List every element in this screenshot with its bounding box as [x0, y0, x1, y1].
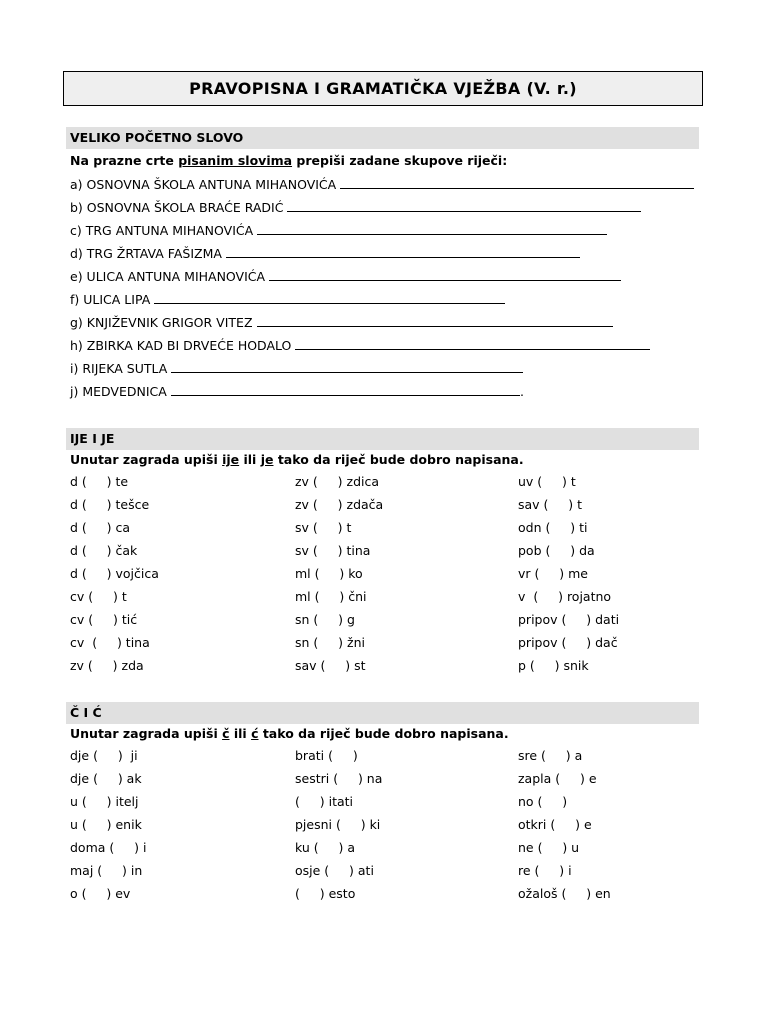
fill-in-word[interactable]: maj ( ) in	[70, 863, 143, 878]
exercise-prompt: c) TRG ANTUNA MIHANOVIĆA	[70, 223, 254, 238]
fill-in-word[interactable]: zv ( ) zdica	[295, 474, 380, 489]
fill-in-word[interactable]: sav ( ) t	[518, 497, 583, 512]
answer-blank-line[interactable]	[257, 314, 613, 327]
answer-blank-line[interactable]	[257, 222, 607, 235]
fill-in-word[interactable]: zv ( ) zda	[70, 658, 144, 673]
fill-in-word[interactable]: ožaloš ( ) en	[518, 886, 611, 901]
exercise-prompt: e) ULICA ANTUNA MIHANOVIĆA	[70, 269, 266, 284]
worksheet-title-box	[63, 71, 703, 106]
fill-in-word[interactable]: dje ( ) ji	[70, 748, 138, 763]
fill-in-word[interactable]: sav ( ) st	[295, 658, 366, 673]
answer-blank-line[interactable]	[295, 337, 650, 350]
fill-in-word[interactable]: u ( ) enik	[70, 817, 142, 832]
fill-in-word[interactable]: pripov ( ) dati	[518, 612, 620, 627]
answer-blank-line[interactable]	[340, 176, 694, 189]
copy-exercise-line	[70, 199, 641, 215]
exercise-prompt: g) KNJIŽEVNIK GRIGOR VITEZ	[70, 315, 253, 330]
copy-exercise-line	[70, 268, 621, 284]
fill-in-word[interactable]: d ( ) tešce	[70, 497, 150, 512]
copy-exercise-line	[70, 176, 694, 192]
fill-in-word[interactable]: ( ) esto	[295, 886, 356, 901]
fill-in-word[interactable]: no ( )	[518, 794, 568, 809]
fill-in-word[interactable]: osje ( ) ati	[295, 863, 374, 878]
fill-in-word[interactable]: ne ( ) u	[518, 840, 580, 855]
line-end-mark: .	[520, 384, 524, 399]
copy-exercise-line	[70, 360, 523, 376]
exercise-prompt: a) OSNOVNA ŠKOLA ANTUNA MIHANOVIĆA	[70, 177, 337, 192]
fill-in-word[interactable]: otkri ( ) e	[518, 817, 592, 832]
exercise-prompt: j) MEDVEDNICA	[70, 384, 167, 399]
fill-in-word[interactable]: sv ( ) tina	[295, 543, 371, 558]
fill-in-word[interactable]: d ( ) ca	[70, 520, 131, 535]
fill-in-word[interactable]: zapla ( ) e	[518, 771, 597, 786]
answer-blank-line[interactable]	[171, 383, 520, 396]
answer-blank-line[interactable]	[154, 291, 505, 304]
section1-instruction: Na prazne crte pisanim slovima prepiši zadane skupove riječi:	[70, 153, 508, 168]
fill-in-word[interactable]: zv ( ) zdača	[295, 497, 384, 512]
fill-in-word[interactable]: cv ( ) tina	[70, 635, 150, 650]
exercise-prompt: b) OSNOVNA ŠKOLA BRAĆE RADIĆ	[70, 200, 284, 215]
fill-in-word[interactable]: p ( ) snik	[518, 658, 589, 673]
section2-instruction: Unutar zagrada upiši ije ili je tako da riječ bude dobro napisana.	[70, 452, 524, 467]
fill-in-word[interactable]: v ( ) rojatno	[518, 589, 612, 604]
fill-in-word[interactable]: vr ( ) me	[518, 566, 588, 581]
answer-blank-line[interactable]	[226, 245, 580, 258]
fill-in-word[interactable]: pjesni ( ) ki	[295, 817, 381, 832]
fill-in-word[interactable]: uv ( ) t	[518, 474, 576, 489]
section-heading-ije-je: IJE I JE	[66, 428, 699, 450]
copy-exercise-line	[70, 291, 505, 307]
fill-in-word[interactable]: sn ( ) g	[295, 612, 355, 627]
fill-in-word[interactable]: ku ( ) a	[295, 840, 356, 855]
fill-in-word[interactable]: re ( ) i	[518, 863, 572, 878]
fill-in-word[interactable]: sn ( ) žni	[295, 635, 365, 650]
fill-in-word[interactable]: sv ( ) t	[295, 520, 352, 535]
fill-in-word[interactable]: d ( ) čak	[70, 543, 138, 558]
fill-in-word[interactable]: ml ( ) ko	[295, 566, 363, 581]
fill-in-word[interactable]: odn ( ) ti	[518, 520, 588, 535]
copy-exercise-line	[70, 337, 650, 353]
exercise-prompt: f) ULICA LIPA	[70, 292, 151, 307]
section3-instruction: Unutar zagrada upiši č ili ć tako da riječ bude dobro napisana.	[70, 726, 509, 741]
copy-exercise-line	[70, 383, 524, 399]
fill-in-word[interactable]: ( ) itati	[295, 794, 354, 809]
fill-in-word[interactable]: pripov ( ) dač	[518, 635, 618, 650]
fill-in-word[interactable]: pob ( ) da	[518, 543, 595, 558]
fill-in-word[interactable]: u ( ) itelj	[70, 794, 139, 809]
fill-in-word[interactable]: cv ( ) t	[70, 589, 127, 604]
answer-blank-line[interactable]	[287, 199, 641, 212]
section-heading-capital-letters: VELIKO POČETNO SLOVO	[66, 127, 699, 149]
exercise-prompt: d) TRG ŽRTAVA FAŠIZMA	[70, 246, 222, 261]
section-heading-c-c: Č I Ć	[66, 702, 699, 724]
answer-blank-line[interactable]	[269, 268, 621, 281]
fill-in-word[interactable]: ml ( ) čni	[295, 589, 367, 604]
fill-in-word[interactable]: d ( ) vojčica	[70, 566, 159, 581]
fill-in-word[interactable]: brati ( )	[295, 748, 358, 763]
copy-exercise-line	[70, 245, 580, 261]
fill-in-word[interactable]: cv ( ) tić	[70, 612, 138, 627]
worksheet-title: PRAVOPISNA I GRAMATIČKA VJEŽBA (V. r.)	[189, 79, 577, 98]
fill-in-word[interactable]: dje ( ) ak	[70, 771, 142, 786]
copy-exercise-line	[70, 314, 613, 330]
answer-blank-line[interactable]	[171, 360, 523, 373]
fill-in-word[interactable]: d ( ) te	[70, 474, 129, 489]
fill-in-word[interactable]: o ( ) ev	[70, 886, 131, 901]
fill-in-word[interactable]: sestri ( ) na	[295, 771, 383, 786]
copy-exercise-line	[70, 222, 607, 238]
exercise-prompt: i) RIJEKA SUTLA	[70, 361, 168, 376]
fill-in-word[interactable]: doma ( ) i	[70, 840, 147, 855]
exercise-prompt: h) ZBIRKA KAD BI DRVEĆE HODALO	[70, 338, 292, 353]
fill-in-word[interactable]: sre ( ) a	[518, 748, 583, 763]
